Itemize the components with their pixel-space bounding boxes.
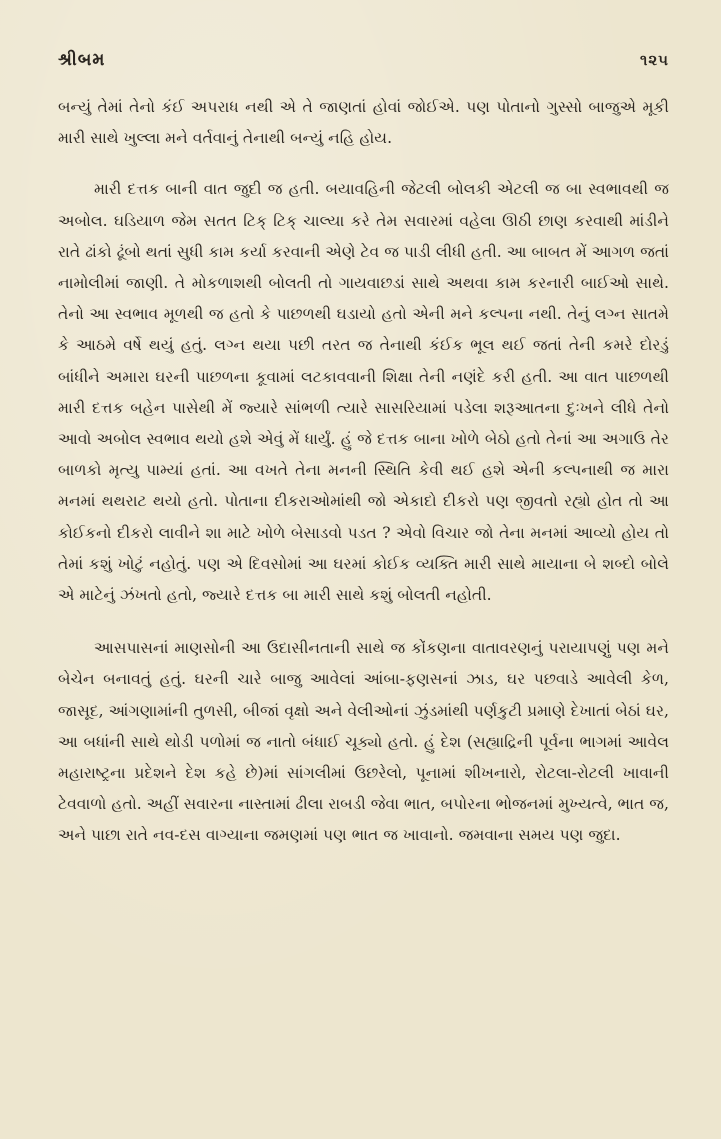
running-title: શ્રીબમ: [58, 50, 106, 70]
page-number: ૧૨૫: [639, 51, 669, 69]
paragraph-3: આસપાસનાં માણસોની આ ઉદાસીનતાની સાથે જ કોંકણના વાતાવરણનું પરાયાપણું પણ મને બેચેન બનાવતું હતું. ઘરની ચારે બાજુ આવેલાં આંબા-ફણસનાં ઝાડ, ઘર પછવાડે આવેલી કેળ, જાસૂદ, આંગણામાંની તુળસી, બીજાં વૃક્ષો અને વેલીઓનાં ઝુંડમાંથી પર્ણકુટી પ્રમાણે દેખાતાં બેઠાં ઘર, આ બધાંની સાથે થોડી પળોમાં જ નાતો બંધાઈ ચૂક્યો હતો. હું દેશ (સહ્યાદ્રિની પૂર્વના ભાગમાં આવેલ મહારાષ્ટ્રના પ્રદેશને દેશ કહે છે)માં સાંગલીમાં ઉછરેલો, પૂનામાં શીખનારો, રોટલા-રોટલી ખાવાની ટેવવાળો હતો. અહીં સવારના નાસ્તામાં ઢીલા રાબડી જેવા ભાત, બપોરના ભોજનમાં મુખ્યત્વે, ભાત જ, અને પાછા રાતે નવ-દસ વાગ્યાના જમણમાં પણ ભાત જ ખાવાનો. જમવાના સમય પણ જુદા.: [58, 639, 669, 845]
running-header: [58, 50, 669, 70]
paragraph-2: મારી દત્તક બાની વાત જુદી જ હતી. બયાવહિની જેટલી બોલકી એટલી જ બા સ્વભાવથી જ અબોલ. ઘડિયાળ જેમ સતત ટિક્ ટિક્ ચાલ્યા કરે તેમ સવારમાં વહેલા ઊઠી છાણ કરવાથી માંડીને રાતે ઢાંકો ઢૂંબો થતાં સુધી કામ કર્યા કરવાની એણે ટેવ જ પાડી લીધી હતી. આ બાબત મેં આગળ જતાં નામોલીમાં જાણી. તે મોકળાશથી બોલતી તો ગાયવાછડાં સાથે અથવા કામ કરનારી બાઈઓ સાથે. તેનો આ સ્વભાવ મૂળથી જ હતો કે પાછળથી ઘડાયો હતો એની મને કલ્પના નથી. તેનું લગ્ન સાતમે કે આઠમે વર્ષે થયું હતું. લગ્ન થયા પછી તરત જ તેનાથી કંઈક ભૂલ થઈ જતાં તેની કમરે દોરડું બાંધીને અમારા ઘરની પાછળના કૂવામાં લટકાવવાની શિક્ષા તેની નણંદે કરી હતી. આ વાત પાછળથી મારી દત્તક બહેન પાસેથી મેં જ્યારે સાંભળી ત્યારે સાસરિયામાં પડેલા શરૂઆતના દુઃખને લીધે તેનો આવો અબોલ સ્વભાવ થયો હશે એવું મેં ધાર્યું. હું જે દત્તક બાના ખોળે બેઠો હતો તેનાં આ અગાઉ તેર બાળકો મૃત્યુ પામ્યાં હતાં. આ વખતે તેના મનની સ્થિતિ કેવી થઈ હશે એની કલ્પનાથી જ મારા મનમાં થથરાટ થયો હતો. પોતાના દીકરાઓમાંથી જો એકાદો દીકરો પણ જીવતો રહ્યો હોત તો આ કોઈકનો દીકરો લાવીને શા માટે ખોળે બેસાડવો પડત ? એવો વિચાર જો તેના મનમાં આવ્યો હોય તો તેમાં કશું ખોટું નહોતું. પણ એ દિવસોમાં આ ઘરમાં કોઈક વ્યક્તિ મારી સાથે માયાના બે શબ્દો બોલે એ માટેનું ઝંખતો હતો, જ્યારે દત્તક બા મારી સાથે કશું બોલતી નહોતી.: [58, 180, 669, 605]
paragraph-1: બન્યું તેમાં તેનો કંઈ અપરાધ નથી એ તે જાણતાં હોવાં જોઈએ. પણ પોતાનો ગુસ્સો બાજુએ મૂકી મારી સાથે ખુલ્લા મને વર્તવાનું તેનાથી બન્યું નહિ હોય.: [58, 98, 669, 148]
body-text: [58, 92, 669, 852]
